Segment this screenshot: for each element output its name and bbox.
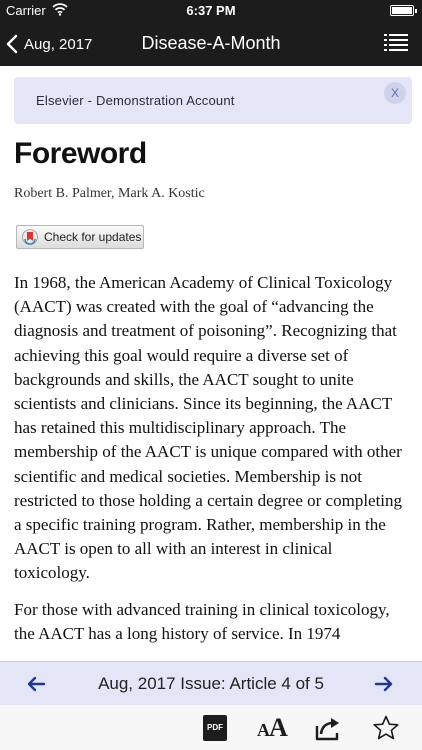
top-bar	[0, 0, 422, 66]
list-icon[interactable]	[384, 32, 408, 54]
banner-close-button[interactable]: X	[384, 82, 406, 104]
article-heading: Foreword	[14, 137, 147, 170]
arrow-right-icon[interactable]	[374, 674, 394, 694]
font-size-big-glyph: A	[269, 713, 288, 742]
article-body	[14, 271, 410, 658]
banner-text: Elsevier - Demonstration Account	[36, 93, 235, 108]
bottom-toolbar	[0, 705, 422, 750]
article-paragraph: For those with advanced training in clinical toxicology, the AACT has a long history of service. In 1974	[14, 599, 390, 643]
battery-icon	[390, 5, 414, 16]
star-icon[interactable]	[372, 715, 400, 741]
status-time: 6:37 PM	[186, 3, 236, 18]
back-button-label: Aug, 2017	[24, 35, 93, 53]
share-icon[interactable]	[314, 715, 342, 741]
check-for-updates-button[interactable]	[16, 225, 144, 249]
status-bar	[0, 0, 422, 22]
article-authors: Robert B. Palmer, Mark A. Kostic	[14, 186, 205, 201]
pdf-button[interactable]: PDF	[203, 715, 227, 741]
carrier-label: Carrier	[6, 3, 46, 18]
crossmark-icon	[22, 229, 38, 245]
article-paragraph: In 1968, the American Academy of Clinical Toxicology (AACT) was created with the goal of “advancing the diagnosis and treatment of poisoning”. Recognizing that achieving this goal would require a diverse set of backgrounds and skills, the AACT sought to unite scientists and clinicians. Since its beginning, the AACT has retained this multidisciplinary approach. The membership of the AACT is unique compared with other scientific and medical societies. Membership is not restricted to those holding a certain degree or completing a specific training program. Rather, membership in the AACT is open to all with an interest in clinical toxicology.	[14, 273, 403, 583]
account-banner	[14, 77, 412, 124]
font-size-small-glyph: A	[257, 720, 270, 740]
article-position-label: Aug, 2017 Issue: Article 4 of 5	[98, 674, 324, 693]
check-for-updates-label: Check for updates	[44, 230, 142, 244]
nav-title: Disease-A-Month	[141, 33, 281, 53]
navigation-bar	[0, 22, 422, 66]
article-navigation-bar	[0, 661, 422, 705]
font-size-button[interactable]	[257, 715, 289, 741]
